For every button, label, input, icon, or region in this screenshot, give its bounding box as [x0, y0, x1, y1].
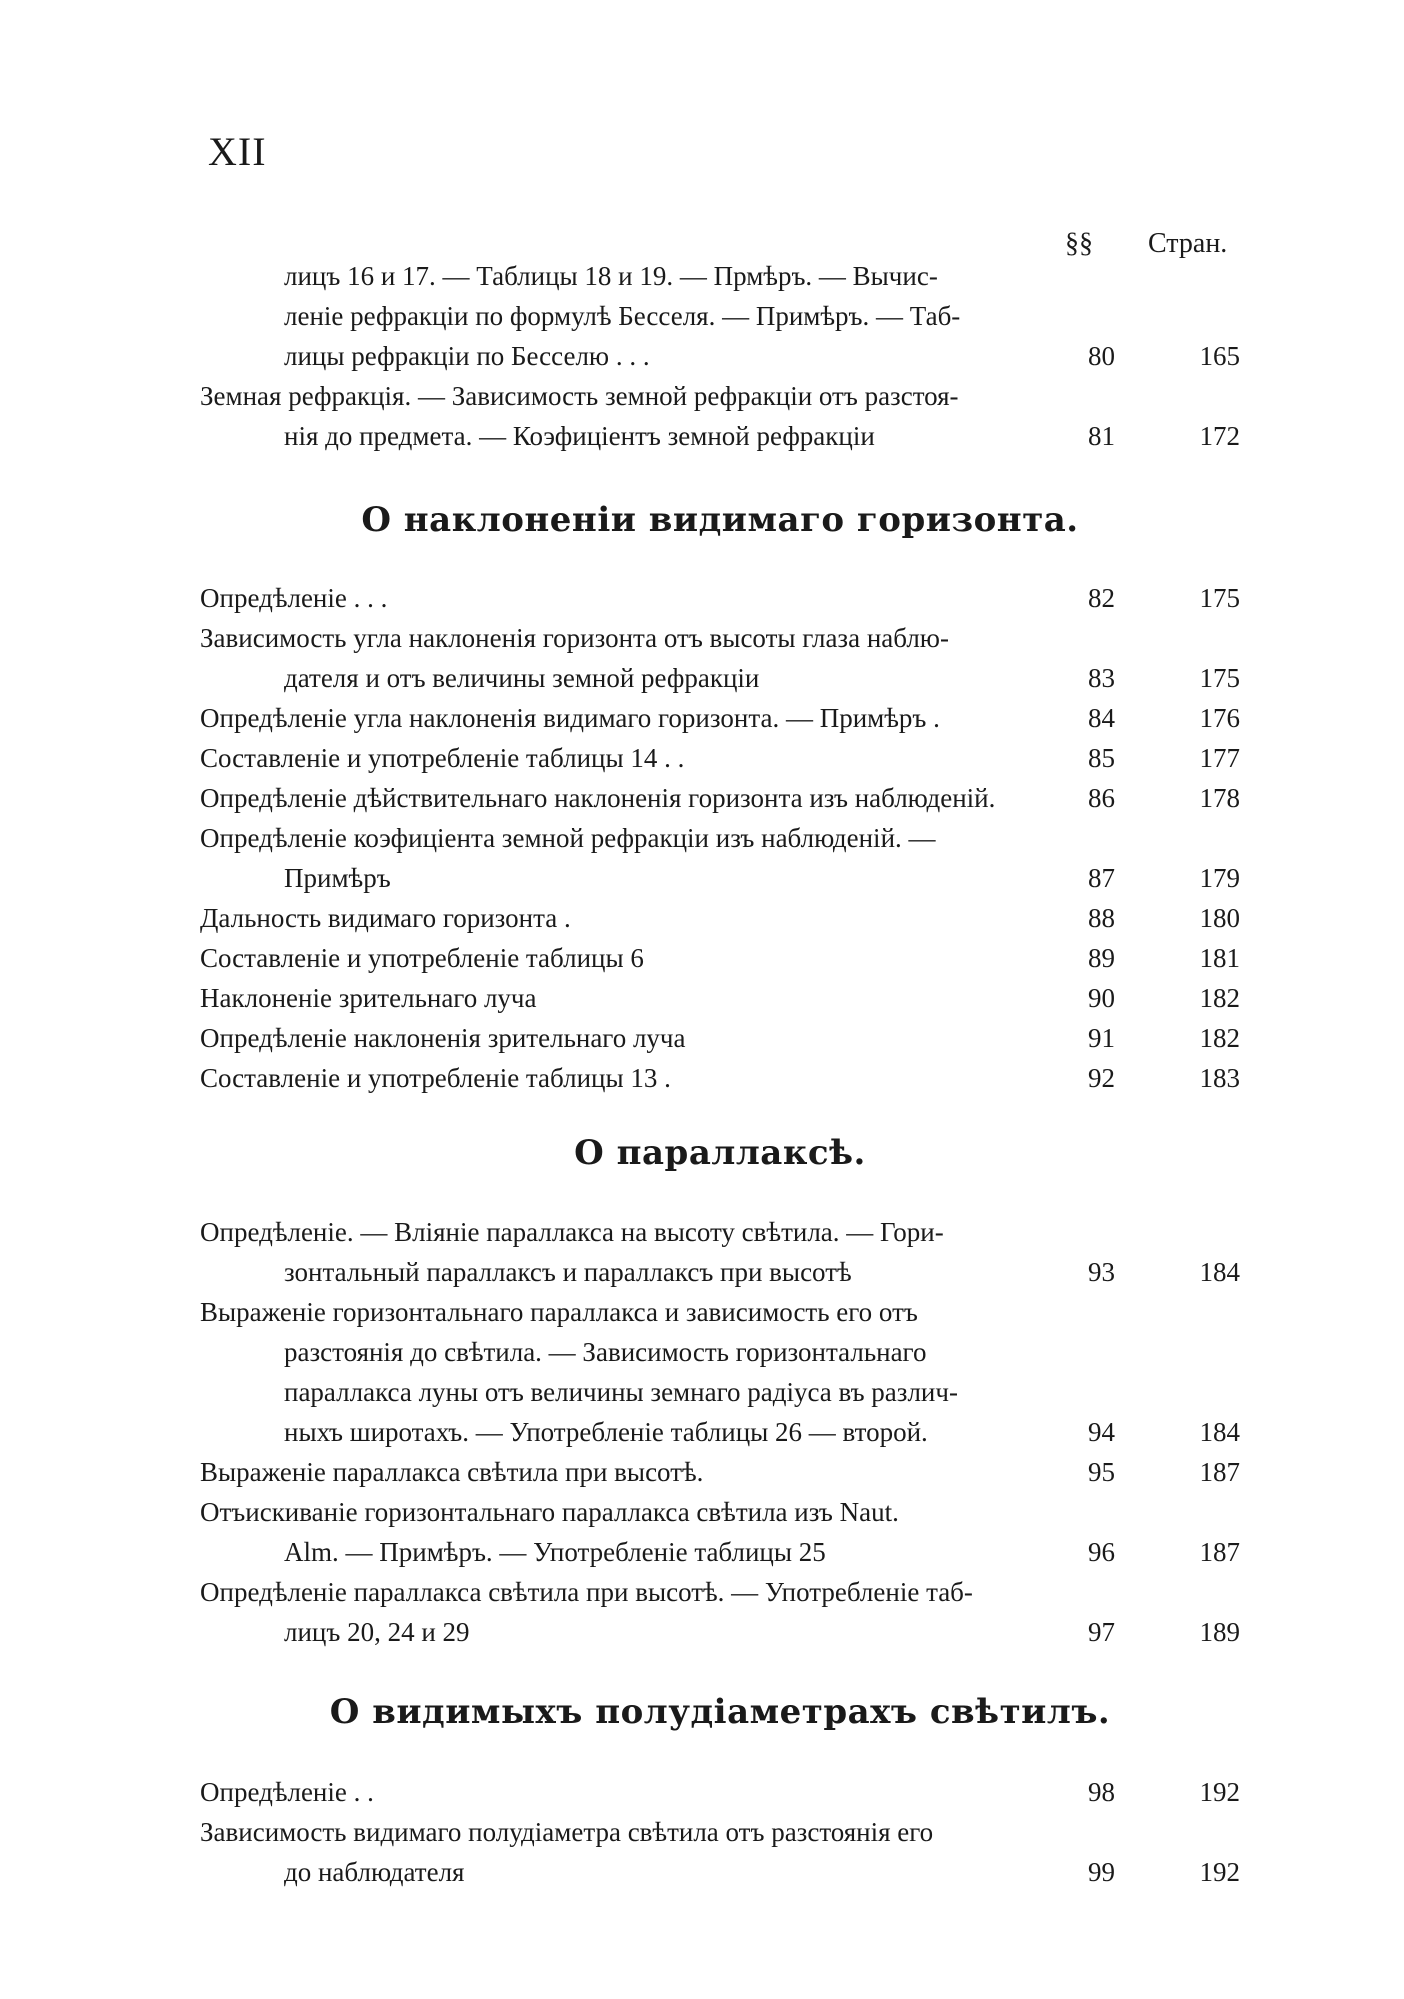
toc-entry-page-number: 187: [1199, 1537, 1240, 1567]
toc-entry-text: Составленіе и употребленіе таблицы 6: [200, 943, 644, 973]
toc-entry: [200, 1772, 1240, 1812]
toc-entry: [200, 818, 1240, 898]
toc-entry-section-number: 83: [1088, 663, 1115, 693]
toc-entry-text: дателя и отъ величины земной рефракціи: [284, 663, 760, 693]
toc-entry-section-number: 94: [1088, 1417, 1115, 1447]
toc-entry-section-number: 97: [1088, 1617, 1115, 1647]
toc-entry-text: Примѣръ: [284, 863, 391, 893]
toc-entry-section-number: 85: [1088, 743, 1115, 773]
toc-entry-section-number: 80: [1088, 341, 1115, 371]
toc-entry-text: Выраженіе параллакса свѣтила при высотѣ.: [200, 1457, 704, 1487]
toc-entry-text: параллакса луны отъ величины земнаго радіуса въ различ-: [284, 1377, 958, 1407]
toc-entry-text: Составленіе и употребленіе таблицы 13 .: [200, 1063, 671, 1093]
toc-entry: [200, 698, 1240, 738]
toc-entry-section-number: 89: [1088, 943, 1115, 973]
toc-entry-page-number: 192: [1199, 1857, 1240, 1887]
toc-entry-section-number: 96: [1088, 1537, 1115, 1567]
toc-entry: [200, 376, 1240, 456]
toc-entry-page-number: 176: [1199, 703, 1240, 733]
toc-entry-text: Опредѣленіе дѣйствительнаго наклоненія горизонта изъ наблюденій.: [200, 783, 996, 813]
toc-entry-text: лицъ 16 и 17. — Таблицы 18 и 19. — Прмѣръ. — Вычис-: [284, 261, 938, 291]
toc-entry-text: Отъискиваніе горизонтальнаго параллакса свѣтила изъ Naut.: [200, 1497, 899, 1527]
toc-entry-page-number: 187: [1199, 1457, 1240, 1487]
toc-entry: [200, 898, 1240, 938]
toc-entry: [200, 618, 1240, 698]
toc-entry-text: Дальность видимаго горизонта .: [200, 903, 571, 933]
page-number: XII: [208, 129, 267, 174]
toc-entry-text: Опредѣленіе . .: [200, 1777, 374, 1807]
toc-entry-text: Составленіе и употребленіе таблицы 14 . .: [200, 743, 685, 773]
toc-entry: [200, 778, 1240, 818]
toc-entry-section-number: 84: [1088, 703, 1115, 733]
toc-entry-text: Alm. — Примѣръ. — Употребленіе таблицы 25: [284, 1537, 826, 1567]
toc-entry: [200, 1812, 1240, 1892]
toc-entry: [200, 1212, 1240, 1292]
toc-entry-page-number: 192: [1199, 1777, 1240, 1807]
toc-entry-text: Опредѣленіе . . .: [200, 583, 388, 613]
toc-entry-text: Зависимость угла наклоненія горизонта отъ высоты глаза наблю-: [200, 623, 949, 653]
toc-entry-section-number: 90: [1088, 983, 1115, 1013]
toc-entry-section-number: 93: [1088, 1257, 1115, 1287]
toc-entry-text: Наклоненіе зрительнаго луча: [200, 983, 537, 1013]
toc-entry-page-number: 165: [1199, 341, 1240, 371]
toc-entry-text: Опредѣленіе коэфиціента земной рефракціи изъ наблюденій. —: [200, 823, 936, 853]
toc-entry-page-number: 179: [1199, 863, 1240, 893]
toc-entry-text: лицы рефракціи по Бесселю . . .: [284, 341, 650, 371]
toc-entry: [200, 1492, 1240, 1572]
toc-entry-section-number: 87: [1088, 863, 1115, 893]
toc-entry-section-number: 98: [1088, 1777, 1115, 1807]
toc-entry-page-number: 189: [1199, 1617, 1240, 1647]
toc-entry-text: Опредѣленіе наклоненія зрительнаго луча: [200, 1023, 686, 1053]
toc-entry: [200, 1452, 1240, 1492]
toc-entry-text: зонтальный параллаксъ и параллаксъ при высотѣ: [284, 1257, 852, 1287]
toc-entry-section-number: 95: [1088, 1457, 1115, 1487]
toc-entry: [200, 738, 1240, 778]
toc-entry: [200, 256, 1240, 376]
toc-entry-page-number: 184: [1199, 1417, 1240, 1447]
section-heading-horizon-dip: О наклоненіи видимаго горизонта.: [361, 500, 1079, 540]
toc-entry-page-number: 183: [1199, 1063, 1240, 1093]
toc-entry-section-number: 91: [1088, 1023, 1115, 1053]
toc-entry: [200, 938, 1240, 978]
toc-entry: [200, 578, 1240, 618]
toc-entry-text: Опредѣленіе параллакса свѣтила при высотѣ. — Употребленіе таб-: [200, 1577, 973, 1607]
toc-entry-section-number: 86: [1088, 783, 1115, 813]
toc-entry: [200, 1292, 1240, 1452]
toc-entry-text: Опредѣленіе. — Вліяніе параллакса на высоту свѣтила. — Гори-: [200, 1217, 944, 1247]
toc-entry: [200, 1018, 1240, 1058]
toc-entry-page-number: 181: [1199, 943, 1240, 973]
toc-entry-text: до наблюдателя: [284, 1857, 465, 1887]
section-heading-semidiameters: О видимыхъ полудіаметрахъ свѣтилъ.: [329, 1692, 1111, 1732]
toc-entry-text: ныхъ широтахъ. — Употребленіе таблицы 26 — второй.: [284, 1417, 928, 1447]
toc-entry-text: нія до предмета. — Коэфиціентъ земной рефракціи: [284, 421, 875, 451]
toc-entry-page-number: 184: [1199, 1257, 1240, 1287]
toc-entry-section-number: 92: [1088, 1063, 1115, 1093]
section-heading-parallax: О параллаксѣ.: [574, 1133, 866, 1173]
toc-entry-text: леніе рефракціи по формулѣ Бесселя. — Примѣръ. — Таб-: [284, 301, 961, 331]
column-header-page: Стран.: [1148, 228, 1228, 259]
toc-entry-page-number: 175: [1199, 583, 1240, 613]
toc-entry: [200, 1572, 1240, 1652]
toc-entry: [200, 978, 1240, 1018]
toc-entry-text: Земная рефракція. — Зависимость земной рефракціи отъ разстоя-: [200, 381, 959, 411]
toc-entry-page-number: 180: [1199, 903, 1240, 933]
column-header-section: §§: [1065, 228, 1093, 259]
toc-entry-section-number: 81: [1088, 421, 1115, 451]
toc-entry-section-number: 99: [1088, 1857, 1115, 1887]
toc-entry-page-number: 182: [1199, 983, 1240, 1013]
toc-entry-text: лицъ 20, 24 и 29: [284, 1617, 470, 1647]
toc-entry-section-number: 88: [1088, 903, 1115, 933]
toc-entry-page-number: 175: [1199, 663, 1240, 693]
toc-entry-text: Опредѣленіе угла наклоненія видимаго горизонта. — Примѣръ .: [200, 703, 940, 733]
toc-entry: [200, 1058, 1240, 1098]
toc-entry-text: разстоянія до свѣтила. — Зависимость горизонтальнаго: [284, 1337, 927, 1367]
toc-entry-page-number: 177: [1199, 743, 1240, 773]
toc-entry-text: Выраженіе горизонтальнаго параллакса и зависимость его отъ: [200, 1297, 918, 1327]
toc-entry-page-number: 172: [1199, 421, 1240, 451]
toc-entry-section-number: 82: [1088, 583, 1115, 613]
toc-entry-text: Зависимость видимаго полудіаметра свѣтила отъ разстоянія его: [200, 1817, 934, 1847]
toc-entry-page-number: 182: [1199, 1023, 1240, 1053]
toc-entry-page-number: 178: [1199, 783, 1240, 813]
